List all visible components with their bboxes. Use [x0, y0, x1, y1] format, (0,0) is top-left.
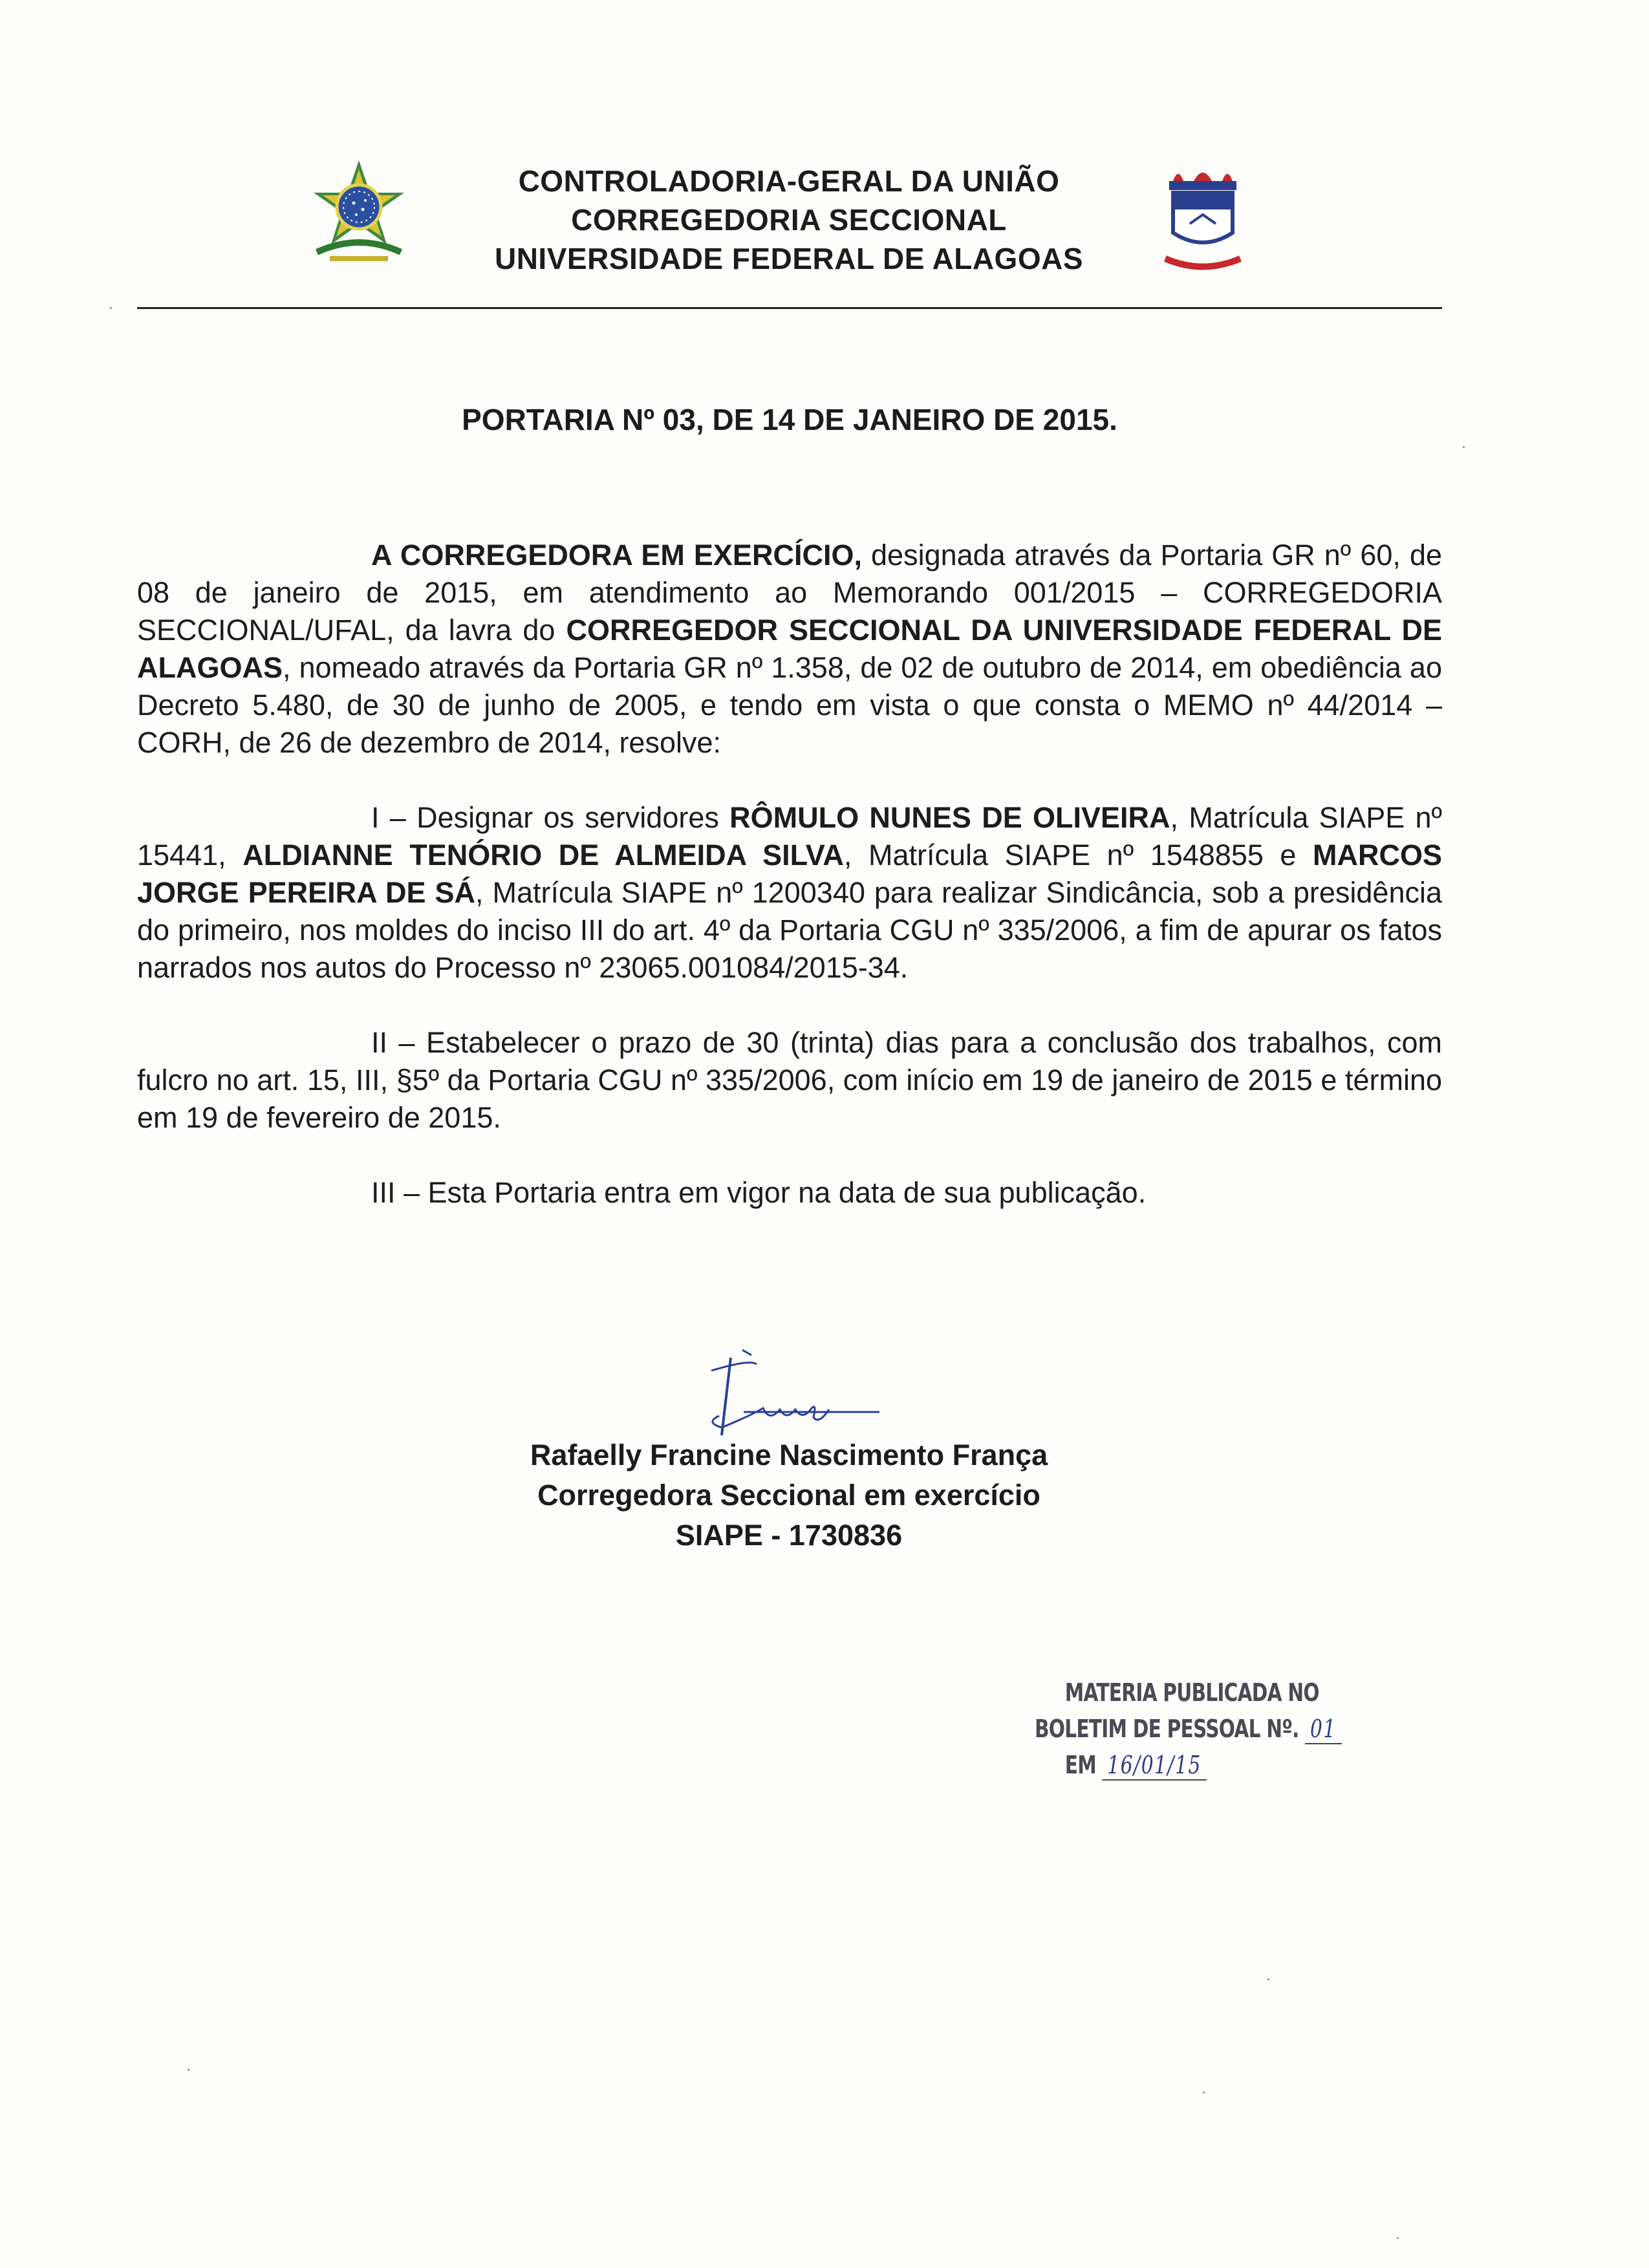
handwritten-signature — [660, 1345, 892, 1442]
item-1-name-2: ALDIANNE TENÓRIO DE ALMEIDA SILVA — [242, 839, 844, 872]
paragraph-item-1 — [137, 799, 1442, 987]
header-divider — [137, 307, 1442, 309]
item-1-text-1: I – Designar os servidores — [371, 801, 730, 834]
scan-speck — [188, 2069, 189, 2071]
ufal-shield-icon — [1164, 162, 1242, 272]
stamp-date: 16/01/15 — [1103, 1751, 1207, 1781]
header-line-2: CORREGEDORIA SECCIONAL — [571, 203, 1007, 237]
scan-speck — [1267, 1978, 1269, 1980]
paragraph-intro-text-1: designada através da Portaria GR nº 60, de 08 de janeiro de 2015, em atendimento ao Memorando 001/2015 – CORREGEDORIA SECCIONAL/UFAL, da lavra do — [137, 539, 1442, 647]
stamp-line-1: MATERIA PUBLICADA NO — [1064, 1678, 1319, 1707]
publication-stamp — [1035, 1674, 1337, 1783]
page-title: PORTARIA Nº 03, DE 14 DE JANEIRO DE 2015. — [462, 403, 1117, 436]
signatory-role: Corregedora Seccional em exercício — [537, 1479, 1040, 1512]
item-1-text-4: , Matrícula SIAPE nº 1200340 para realizar Sindicância, sob a presidência do primeiro, nos moldes do inciso III do art. 4º da Portaria CGU nº 335/2006, a fim de apurar os fatos narrados nos autos do Processo nº 23065.001084/2015-34. — [137, 876, 1442, 984]
stamp-line-2-label: BOLETIM DE PESSOAL Nº. — [1035, 1715, 1299, 1743]
stamp-line-2 — [1035, 1711, 1337, 1747]
paragraph-intro-bold-1: A CORREGEDORA EM EXERCÍCIO, — [371, 539, 862, 572]
scan-speck — [110, 307, 112, 309]
item-1-text-2: , Matrícula SIAPE nº 15441, — [137, 801, 1442, 872]
paragraph-intro — [137, 537, 1442, 762]
header-line-3: UNIVERSIDADE FEDERAL DE ALAGOAS — [494, 242, 1084, 275]
scan-speck — [1463, 446, 1465, 448]
brazil-coat-of-arms-icon — [304, 155, 414, 265]
item-1-name-3: MARCOS JORGE PEREIRA DE SÁ — [137, 839, 1443, 909]
signatory-name: Rafaelly Francine Nascimento França — [530, 1439, 1048, 1471]
signature-block — [401, 1435, 1177, 1556]
scan-speck — [1203, 2091, 1205, 2093]
paragraph-item-2: II – Estabelecer o prazo de 30 (trinta) dias para a conclusão dos trabalhos, com fulcro no art. 15, III, §5º da Portaria CGU nº 335/2006, com início em 19 de janeiro de 2015 e término em 19 de fevereiro de 2015. — [137, 1026, 1442, 1134]
stamp-boletim-number: 01 — [1305, 1715, 1341, 1744]
stamp-line-3 — [1035, 1747, 1317, 1783]
stamp-line-3-label: EM — [1064, 1751, 1096, 1779]
scan-speck — [1397, 2237, 1399, 2239]
paragraph-intro-bold-2: CORREGEDOR SECCIONAL DA UNIVERSIDADE FEDERAL DE ALAGOAS — [137, 614, 1442, 684]
item-1-name-1: RÔMULO NUNES DE OLIVEIRA — [729, 801, 1170, 834]
header-line-1: CONTROLADORIA-GERAL DA UNIÃO — [518, 164, 1060, 198]
paragraph-intro-text-2: , nomeado através da Portaria GR nº 1.358, de 02 de outubro de 2014, em obediência ao Decreto 5.480, de 30 de junho de 2005, e tendo em vista o que consta o MEMO nº 44/2014 – CORH, de 26 de dezembro de 2014, resolve: — [137, 651, 1442, 759]
paragraph-item-3: III – Esta Portaria entra em vigor na data de sua publicação. — [371, 1176, 1147, 1209]
signatory-siape: SIAPE - 1730836 — [675, 1519, 903, 1552]
header — [427, 162, 1151, 278]
document-body — [137, 537, 1442, 1212]
item-1-text-3: , Matrícula SIAPE nº 1548855 e — [843, 839, 1313, 872]
